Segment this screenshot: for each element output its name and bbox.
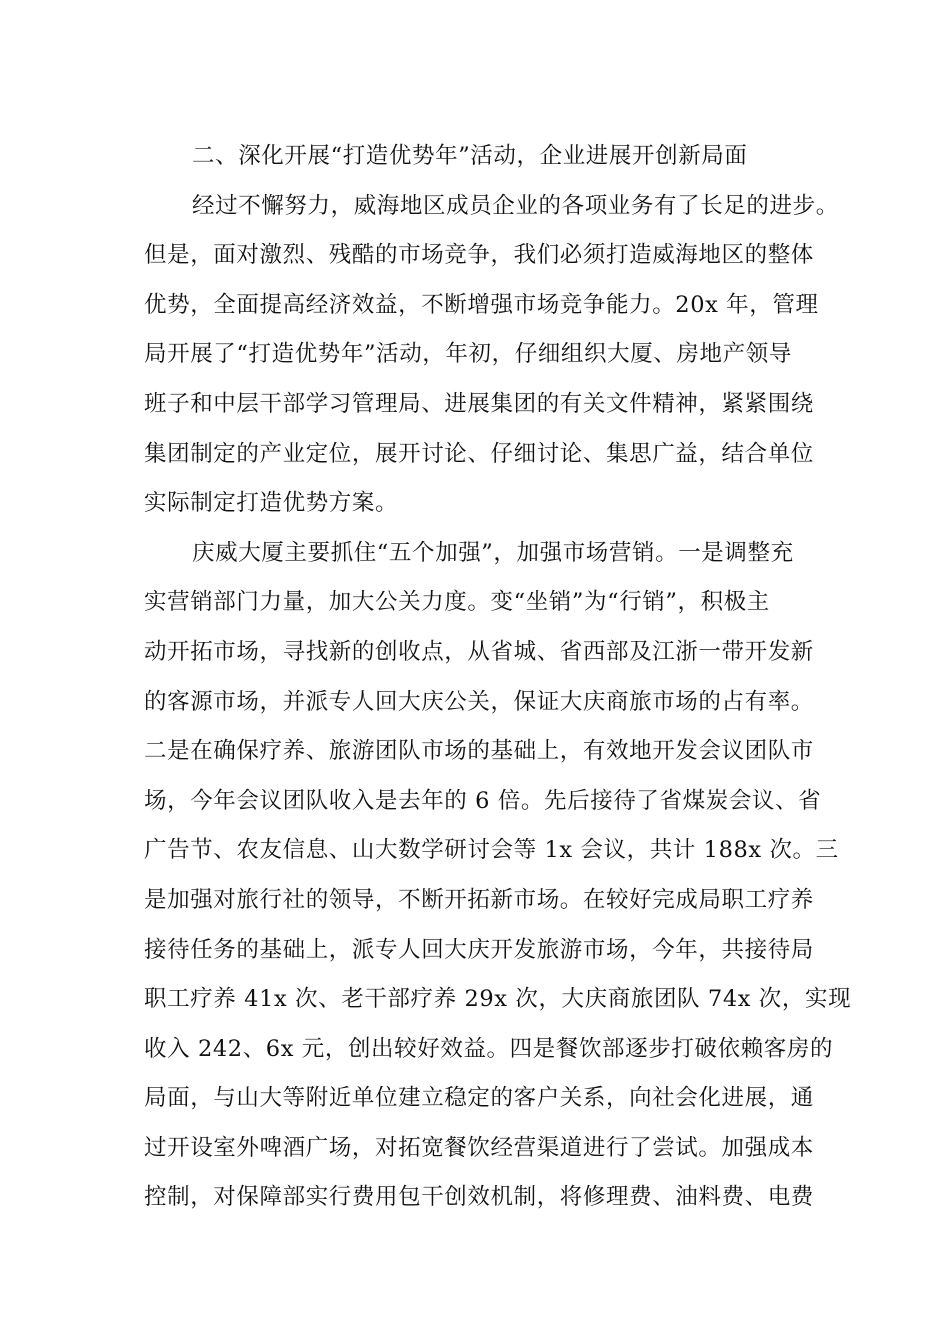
- paragraph-2-line: 过开设室外啤酒广场，对拓宽餐饮经营渠道进行了尝试。加强成本: [144, 1134, 814, 1161]
- paragraph-2-line: 职工疗养 41x 次、老干部疗养 29x 次，大庆商旅团队 74x 次，实现: [144, 986, 852, 1013]
- paragraph-2-line: 动开拓市场，寻找新的创收点，从省城、省西部及江浙一带开发新: [144, 638, 814, 665]
- paragraph-2-line: 局面，与山大等附近单位建立稳定的客户关系，向社会化进展，通: [144, 1085, 814, 1112]
- paragraph-2-line: 收入 242、6x 元，创出较好效益。四是餐饮部逐步打破依赖客房的: [144, 1035, 834, 1062]
- paragraph-2-line: 场，今年会议团队收入是去年的 6 倍。先后接待了省煤炭会议、省: [144, 787, 822, 814]
- paragraph-2-line: 二是在确保疗养、旅游团队市场的基础上，有效地开发会议团队市: [144, 738, 814, 765]
- paragraph-2-line: 实营销部门力量，加大公关力度。变“坐销”为“行销”，积极主: [144, 589, 770, 616]
- paragraph-2-line: 广告节、农友信息、山大数学研讨会等 1x 会议，共计 188x 次。三: [144, 837, 839, 864]
- paragraph-2-line: 是加强对旅行社的领导，不断开拓新市场。在较好完成局职工疗养: [144, 886, 814, 913]
- paragraph-2-line: 庆威大厦主要抓住“五个加强”，加强市场营销。一是调整充: [192, 539, 794, 566]
- paragraph-1-line: 经过不懈努力，威海地区成员企业的各项业务有了长足的进步。: [192, 192, 839, 219]
- document-body: [144, 132, 852, 1223]
- paragraph-1-line: 局开展了“打造优势年”活动，年初，仔细组织大厦、房地产领导: [144, 341, 792, 368]
- paragraph-1-line: 实际制定打造优势方案。: [144, 490, 399, 517]
- paragraph-2-line: 接待任务的基础上，派专人回大庆开发旅游市场，今年，共接待局: [144, 936, 814, 963]
- paragraph-2-line: 的客源市场，并派专人回大庆公关，保证大庆商旅市场的占有率。: [144, 688, 814, 715]
- paragraph-1-line: 优势，全面提高经济效益，不断增强市场竞争能力。20x 年，管理: [144, 291, 819, 318]
- paragraph-1-line: 但是，面对激烈、残酷的市场竞争，我们必须打造威海地区的整体: [144, 242, 814, 269]
- paragraph-1-line: 集团制定的产业定位，展开讨论、仔细讨论、集思广益，结合单位: [144, 440, 814, 467]
- section-heading: 二、深化开展“打造优势年”活动，企业进展开创新局面: [192, 143, 748, 169]
- paragraph-1-line: 班子和中层干部学习管理局、进展集团的有关文件精神，紧紧围绕: [144, 390, 814, 417]
- paragraph-2-line: 控制，对保障部实行费用包干创效机制，将修理费、油料费、电费: [144, 1184, 814, 1211]
